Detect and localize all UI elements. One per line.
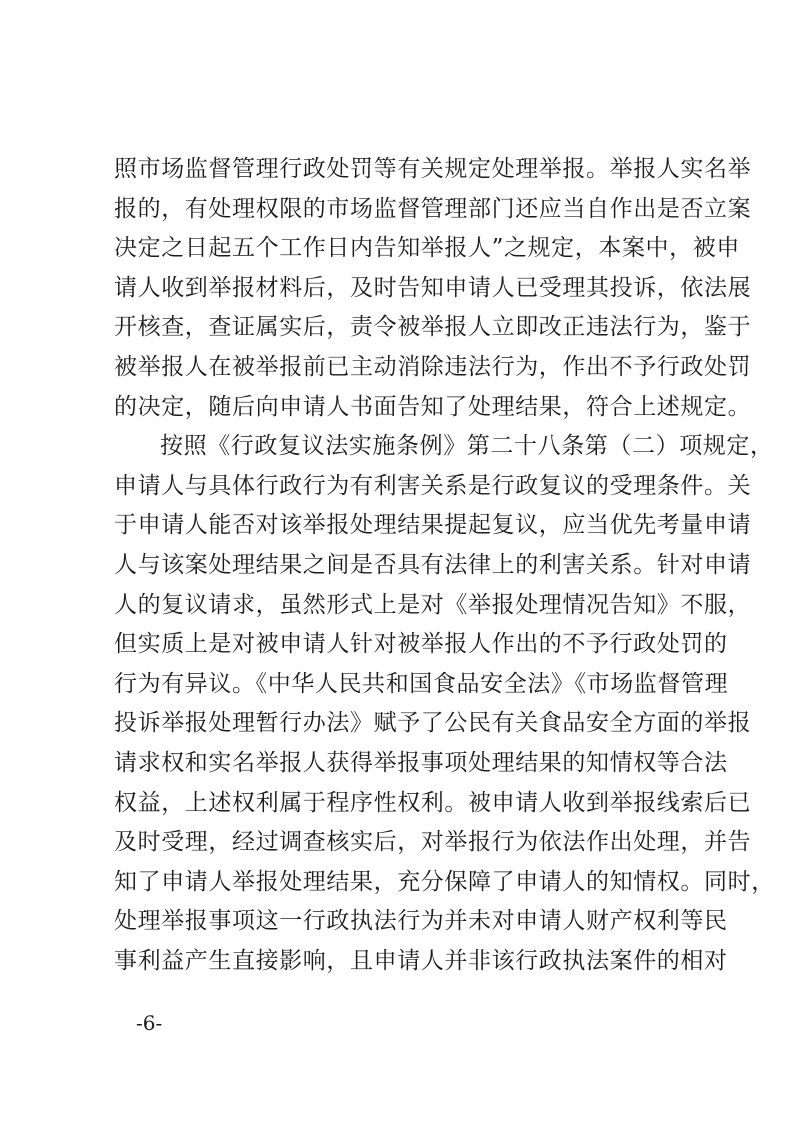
- text-line: 及时受理，经过调查核实后，对举报行为依法作出处理，并告: [114, 829, 752, 856]
- text-line: 被举报人在被举报前已主动消除违法行为，作出不予行政处罚: [114, 353, 752, 380]
- text-line: 人与该案处理结果之间是否具有法律上的利害关系。针对申请: [114, 551, 752, 578]
- text-line: 权益，上述权利属于程序性权利。被申请人收到举报线索后已: [114, 789, 752, 816]
- text-line: 人的复议请求，虽然形式上是对《举报处理情况告知》不服，: [114, 591, 752, 618]
- text-line: 投诉举报处理暂行办法》赋予了公民有关食品安全方面的举报: [114, 710, 752, 737]
- text-line: 事利益产生直接影响，且申请人并非该行政执法案件的相对: [114, 947, 728, 974]
- paragraph-end-line: 的决定，随后向申请人书面告知了处理结果，符合上述规定。: [114, 393, 752, 420]
- text-line: 于申请人能否对该举报处理结果提起复议，应当优先考量申请: [114, 512, 752, 539]
- text-line: 请人收到举报材料后，及时告知申请人已受理其投诉，依法展: [114, 274, 752, 301]
- text-line: 申请人与具体行政行为有利害关系是行政复议的受理条件。关: [114, 472, 752, 499]
- text-line: 决定之日起五个工作日内告知举报人”之规定，本案中，被申: [114, 235, 740, 262]
- text-line: 处理举报事项这一行政执法行为并未对申请人财产权利等民: [114, 908, 728, 935]
- text-line: 行为有异议。《中华人民共和国食品安全法》《市场监督管理: [114, 670, 729, 697]
- body-text: [114, 150, 775, 981]
- page-number: -6-: [136, 1011, 163, 1035]
- text-line: 报的，有处理权限的市场监督管理部门还应当自作出是否立案: [114, 195, 752, 222]
- text-line: 请求权和实名举报人获得举报事项处理结果的知情权等合法: [114, 749, 728, 776]
- paragraph-start-line: 按照《行政复议法实施条例》第二十八条第（二）项规定，: [160, 433, 774, 460]
- text-line: 但实质上是对被申请人针对被举报人作出的不予行政处罚的: [114, 631, 728, 658]
- text-line: 开核查，查证属实后，责令被举报人立即改正违法行为，鉴于: [114, 314, 752, 341]
- text-line: 照市场监督管理行政处罚等有关规定处理举报。举报人实名举: [114, 156, 752, 182]
- text-line: 知了申请人举报处理结果，充分保障了申请人的知情权。同时，: [114, 868, 775, 895]
